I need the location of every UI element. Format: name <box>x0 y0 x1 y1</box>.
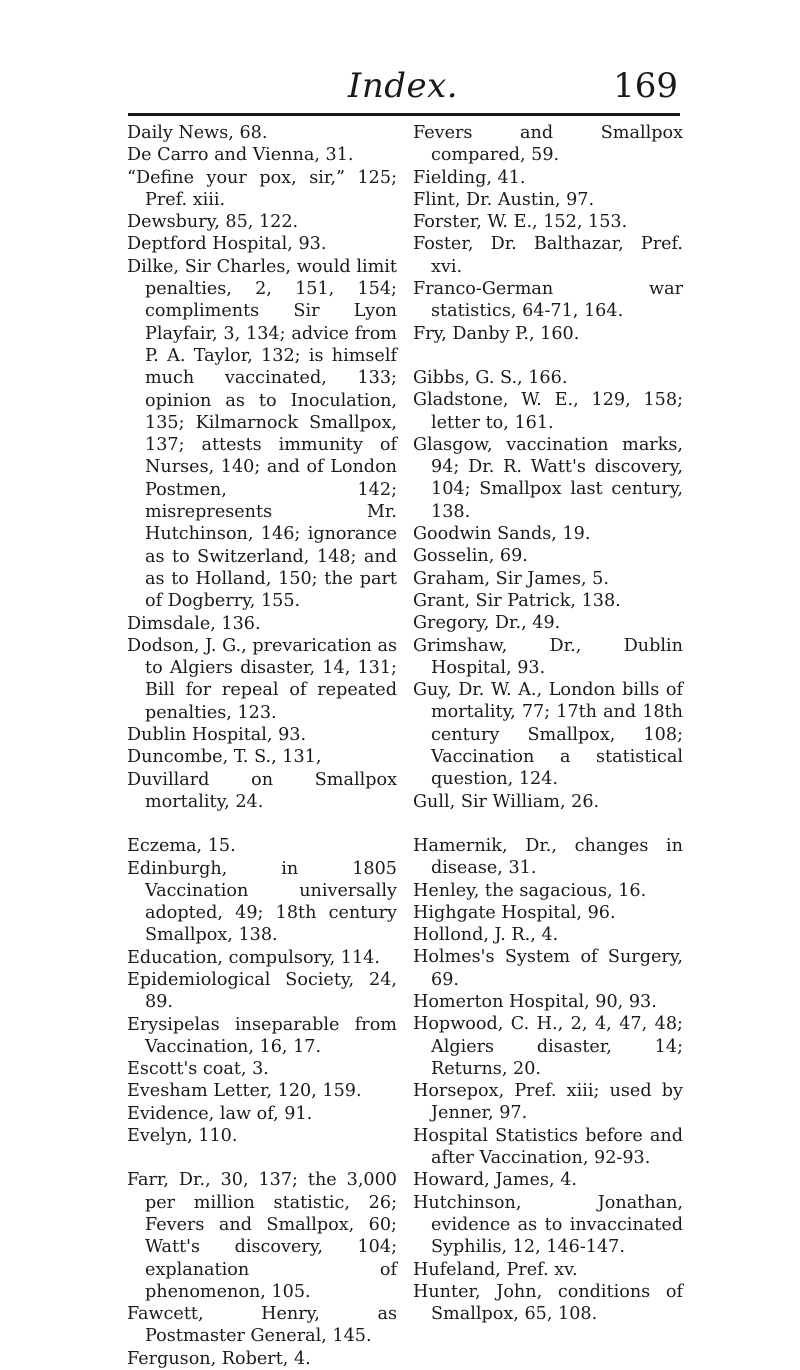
running-title: Index. <box>347 66 459 106</box>
index-entry: Hamernik, Dr., changes in disease, 31. <box>413 835 683 879</box>
index-entry: Flint, Dr. Austin, 97. <box>413 189 595 210</box>
index-entry: Gull, Sir William, 26. <box>413 791 600 812</box>
index-entry: Education, compulsory, 114. <box>127 947 380 968</box>
index-entry: Deptford Hospital, 93. <box>127 234 327 255</box>
index-entry: De Carro and Vienna, 31. <box>127 145 354 166</box>
index-entry: Escott's coat, 3. <box>127 1059 269 1080</box>
header-rule <box>128 113 680 116</box>
index-entry: Daily News, 68. <box>127 123 268 143</box>
index-entry: Dodson, J. G., prevarication as to Algiers disaster, 14, 131; Bill for repeal of repeated penalties, 123. <box>127 635 397 723</box>
index-entry: Ferguson, Robert, 4. <box>127 1348 311 1369</box>
index-entry: Evesham Letter, 120, 159. <box>127 1081 362 1102</box>
letter-section-gap <box>413 813 683 835</box>
index-entry: Dimsdale, 136. <box>127 613 261 634</box>
index-entry: Henley, the sagacious, 16. <box>413 880 647 901</box>
index-entry: Guy, Dr. W. A., London bills of mortality, 77; 17th and 18th century Smallpox, 108; Vaccination a statistical question, 124. <box>413 680 683 790</box>
index-entry: Eczema, 15. <box>127 836 236 857</box>
index-entry: Fevers and Smallpox compared, 59. <box>413 123 683 166</box>
index-entry: Hufeland, Pref. xv. <box>413 1259 578 1280</box>
index-entry: Evelyn, 110. <box>127 1126 238 1147</box>
index-entry: Duncombe, T. S., 131, <box>127 747 322 768</box>
index-entry: Franco-German war statistics, 64-71, 164. <box>413 279 683 322</box>
index-entry: Holmes's System of Surgery, 69. <box>413 947 683 990</box>
index-entry: Dilke, Sir Charles, would limit penalties, 2, 151, 154; compliments Sir Lyon Playfair, 3, 134; advice from P. A. Taylor, 132; is himself much vaccinated, 133; opinion as to Inoculation, 135; Kilmarnock Smallpox, 137; attests immunity of Nurses, 140; and of London Postmen, 142; misrepresents Mr. Hutchinson, 146; ignorance as to Switzerland, 148; and as to Holland, 150; the part of Dogberry, 155. <box>127 256 397 612</box>
index-entry: Hollond, J. R., 4. <box>413 925 559 946</box>
index-entry: Fawcett, Henry, as Postmaster General, 145. <box>127 1304 397 1347</box>
letter-section-gap <box>127 813 397 835</box>
index-entry: Glasgow, vaccination marks, 94; Dr. R. Watt's discovery, 104; Smallpox last century, 138. <box>413 434 683 522</box>
index-entry: Duvillard on Smallpox mortality, 24. <box>127 769 397 812</box>
page-number: 169 <box>613 66 678 106</box>
index-entry: Dewsbury, 85, 122. <box>127 212 299 233</box>
index-entry: Hopwood, C. H., 2, 4, 47, 48; Algiers disaster, 14; Returns, 20. <box>413 1014 683 1079</box>
index-entry: Gosselin, 69. <box>413 546 528 567</box>
index-entry: Horsepox, Pref. xiii; used by Jenner, 97. <box>413 1081 683 1124</box>
index-entry: Homerton Hospital, 90, 93. <box>413 991 657 1012</box>
index-entry: Evidence, law of, 91. <box>127 1103 313 1124</box>
index-column-right <box>413 122 683 1325</box>
index-entry: Edinburgh, in 1805 Vaccination universally adopted, 49; 18th century Smallpox, 138. <box>127 858 397 946</box>
page-header <box>128 58 678 114</box>
index-entry: Gladstone, W. E., 129, 158; letter to, 161. <box>413 390 683 433</box>
index-entry: Howard, James, 4. <box>413 1170 577 1191</box>
index-entry: Hutchinson, Jonathan, evidence as to invaccinated Syphilis, 12, 146-147. <box>413 1192 683 1258</box>
index-entry: Grant, Sir Patrick, 138. <box>413 590 621 611</box>
index-entry: Hospital Statistics before and after Vaccination, 92-93. <box>413 1125 683 1169</box>
index-entry: Graham, Sir James, 5. <box>413 568 609 589</box>
index-entry: Epidemiological Society, 24, 89. <box>127 969 397 1013</box>
index-entry: Fry, Danby P., 160. <box>413 323 580 344</box>
index-entry: Forster, W. E., 152, 153. <box>413 212 628 233</box>
index-entry: Farr, Dr., 30, 137; the 3,000 per million statistic, 26; Fevers and Smallpox, 60; Watt's discovery, 104; explanation of phenomenon, 105. <box>127 1170 397 1302</box>
index-entry: Goodwin Sands, 19. <box>413 524 591 545</box>
index-entry: Dublin Hospital, 93. <box>127 725 307 746</box>
letter-section-gap <box>127 1147 397 1169</box>
index-entry: Hunter, John, conditions of Smallpox, 65, 108. <box>413 1281 683 1325</box>
letter-section-gap <box>413 345 683 367</box>
index-column-left <box>127 122 397 1370</box>
index-entry: Fielding, 41. <box>413 167 526 188</box>
index-entry: Highgate Hospital, 96. <box>413 902 616 923</box>
index-entry: Erysipelas inseparable from Vaccination, 16, 17. <box>127 1014 397 1057</box>
index-entry: Foster, Dr. Balthazar, Pref. xvi. <box>413 234 683 277</box>
index-entry: Gibbs, G. S., 166. <box>413 367 568 388</box>
index-entry: “Define your pox, sir,” 125; Pref. xiii. <box>127 167 397 210</box>
index-entry: Grimshaw, Dr., Dublin Hospital, 93. <box>413 635 683 678</box>
index-entry: Gregory, Dr., 49. <box>413 613 561 634</box>
